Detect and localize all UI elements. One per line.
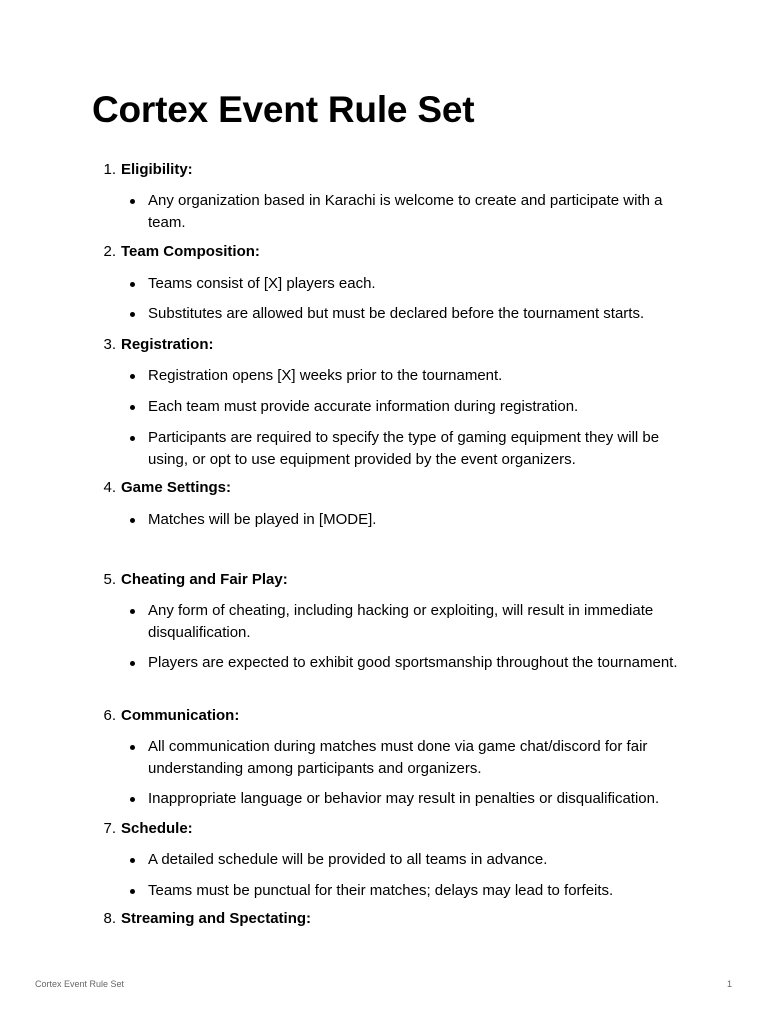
bullet-point-icon	[130, 661, 135, 666]
section-number: 7.	[103, 820, 116, 837]
bullet-point-icon	[130, 374, 135, 379]
bullet-point-icon	[130, 797, 135, 802]
bullet-text: Substitutes are allowed but must be declared before the tournament starts.	[148, 305, 645, 322]
bullet-point-icon	[130, 609, 135, 614]
bullet-text: All communication during matches must done via game chat/discord for fair understanding among participants and organizers.	[148, 738, 648, 777]
footer-document-label: Cortex Event Rule Set	[35, 979, 125, 989]
section-number: 4.	[103, 479, 116, 496]
section-number: 5.	[103, 571, 116, 588]
section-title: Eligibility:	[121, 161, 193, 178]
section-number: 1.	[103, 161, 116, 178]
document-title: Cortex Event Rule Set	[92, 89, 475, 130]
section-title: Cheating and Fair Play:	[121, 571, 288, 588]
section-title: Streaming and Spectating:	[121, 910, 312, 927]
bullet-point-icon	[130, 312, 135, 317]
bullet-text: Players are expected to exhibit good sportsmanship throughout the tournament.	[148, 654, 678, 671]
section-title: Game Settings:	[121, 479, 232, 496]
bullet-point-icon	[130, 282, 135, 287]
bullet-text: Any form of cheating, including hacking or exploiting, will result in immediate disqualification.	[148, 602, 654, 641]
section-number: 8.	[103, 910, 116, 927]
section-title: Communication:	[121, 707, 240, 724]
bullet-text: A detailed schedule will be provided to all teams in advance.	[148, 851, 548, 868]
section-number: 6.	[103, 707, 116, 724]
bullet-text: Matches will be played in [MODE].	[148, 511, 377, 528]
section-number: 2.	[103, 243, 116, 260]
section-number: 3.	[103, 336, 116, 353]
bullet-point-icon	[130, 199, 135, 204]
bullet-text: Inappropriate language or behavior may result in penalties or disqualification.	[148, 790, 660, 807]
bullet-point-icon	[130, 889, 135, 894]
section-title: Registration:	[121, 336, 214, 353]
footer-page-number: 1	[727, 979, 733, 989]
bullet-text: Registration opens [X] weeks prior to the tournament.	[148, 367, 503, 384]
bullet-text: Participants are required to specify the type of gaming equipment they will be using, or opt to use equipment provided by the event organizers.	[148, 429, 660, 468]
section-title: Team Composition:	[121, 243, 260, 260]
bullet-text: Any organization based in Karachi is welcome to create and participate with a team.	[148, 192, 663, 231]
bullet-point-icon	[130, 745, 135, 750]
bullet-text: Each team must provide accurate information during registration.	[148, 398, 579, 415]
bullet-point-icon	[130, 436, 135, 441]
bullet-text: Teams consist of [X] players each.	[148, 275, 376, 292]
section-title: Schedule:	[121, 820, 193, 837]
bullet-point-icon	[130, 858, 135, 863]
bullet-text: Teams must be punctual for their matches; delays may lead to forfeits.	[148, 882, 614, 899]
bullet-point-icon	[130, 405, 135, 410]
bullet-point-icon	[130, 518, 135, 523]
